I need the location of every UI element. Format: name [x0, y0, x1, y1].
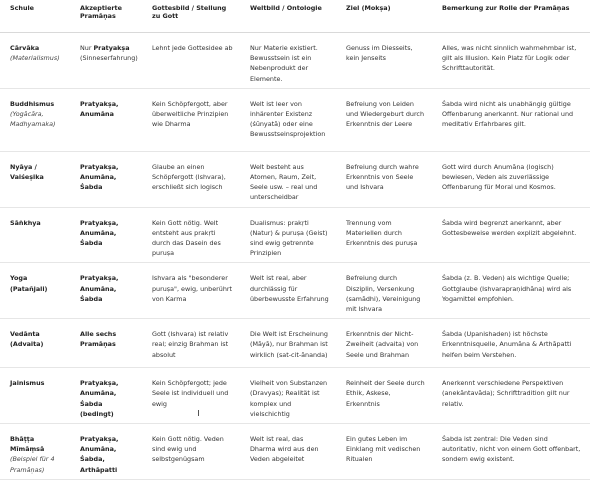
cell-goal [336, 88, 432, 151]
pramanas-list: Alle sechs Pramāṇas [80, 330, 117, 349]
cell-remark-text: Gott wird durch Anumāna (logisch) bewiesen, Veden als zuverlässige Offenbarung für Moral und Kosmos. [442, 162, 556, 192]
cell-god [142, 319, 240, 368]
cell-world-text: Nur Materie existiert. Bewusstsein ist ein Nebenprodukt der Elemente. [250, 44, 318, 83]
cell-god [142, 424, 240, 480]
cell-goal [336, 424, 432, 480]
cell-remark [432, 151, 590, 207]
table-row [0, 424, 590, 480]
cell-world-text: Dualismus: prakṛti (Natur) & puruṣa (Geist) sind ewig getrennte Prinzipien [250, 218, 328, 258]
cell-goal [336, 151, 432, 207]
table-body [0, 33, 590, 480]
cell-remark-text: Śabda wird begrenzt anerkannt, aber Gottesbeweise werden explizit abgelehnt. [442, 218, 577, 237]
cell-pramanas [70, 424, 142, 480]
table-header [0, 0, 590, 33]
cell-world-text: Vielheit von Substanzen (Dravyas); Realität ist komplex und vielschichtig [250, 379, 328, 418]
cell-remark-text: Śabda ist zentral: Die Veden sind autoritativ, nicht von einem Gott offenbart, sondern ewig existent. [442, 435, 581, 464]
cell-pramanas [70, 263, 142, 319]
header-goal: Ziel (Mokṣa) [336, 0, 432, 33]
cell-goal-text: Reinheit der Seele durch Ethik, Askese, Erkenntnis [346, 379, 425, 408]
table-row [0, 33, 590, 89]
cell-god [142, 88, 240, 151]
cell-school [0, 88, 70, 151]
school-name: Yoga (Patañjali) [10, 274, 48, 293]
cell-god-text: Kein Gott nötig. Veden sind ewig und selbstgenügsam [152, 435, 224, 464]
cell-goal-text: Erkenntnis der Nicht-Zweiheit (advaita) von Seele und Brahman [346, 330, 419, 359]
cell-remark [432, 368, 590, 424]
table-row [0, 263, 590, 319]
cell-goal [336, 207, 432, 263]
school-name: Jainismus [10, 379, 45, 388]
table-row [0, 88, 590, 151]
cell-god-text: Glaube an einen Schöpfergott (Ishvara), erschließt sich logisch [152, 162, 226, 192]
cell-world-text: Welt ist leer von inhärenter Existenz (śūnyatā) oder eine Bewusstseinsprojektion [250, 99, 326, 139]
cell-school [0, 424, 70, 480]
cell-remark-text: Anerkennt verschiedene Perspektiven (anekāntavāda); Schrifttradition gilt nur relativ. [442, 379, 570, 408]
cell-god [142, 368, 240, 424]
table-row [0, 368, 590, 424]
pramanas-list: Pratyakṣa, Anumāna, Śabda [80, 274, 119, 303]
cell-world [240, 263, 336, 319]
cell-remark-text: Śabda (z. B. Veden) als wichtige Quelle; Gottglaube (Ishvarapraṇidhāna) wird als Yogamittel empfohlen. [442, 274, 572, 303]
pramanas-list: Nur Pratyakṣa [80, 44, 130, 52]
cell-pramanas [70, 319, 142, 368]
school-name: Cārvāka [10, 44, 40, 52]
school-name: Bhāṭṭa Mīmāṃsā [10, 435, 45, 454]
cell-god [142, 207, 240, 263]
table-row [0, 319, 590, 368]
cell-pramanas [70, 88, 142, 151]
cell-remark [432, 263, 590, 319]
cell-goal-text: Genuss im Diesseits, kein Jenseits [346, 44, 413, 63]
pramanas-list: Pratyakṣa, Anumāna, Śabda, Arthāpatti [80, 435, 119, 474]
cell-school [0, 368, 70, 424]
cell-god [142, 33, 240, 89]
cell-remark-text: Alles, was nicht sinnlich wahrnehmbar ist, gilt als Illusion. Kein Platz für Logik oder Schrifttautorität. [442, 44, 577, 73]
cell-goal-text: Befreiung von Leiden und Wiedergeburt durch Erkenntnis der Leere [346, 99, 424, 129]
table-row [0, 207, 590, 263]
pramanas-list: Pratyakṣa, Anumāna, Śabda [80, 218, 119, 248]
header-row [0, 0, 590, 33]
pramanas-note: (Sinneserfahrung) [80, 54, 138, 63]
cell-remark [432, 319, 590, 368]
cell-world [240, 424, 336, 480]
cell-world-text: Welt besteht aus Atomen, Raum, Zeit, Seele usw. – real und unterscheidbar [250, 162, 318, 202]
school-name: Vedānta (Advaita) [10, 330, 44, 349]
pramanas-list: Pratyakṣa, Anumāna [80, 99, 119, 119]
cell-remark [432, 88, 590, 151]
cell-god [142, 151, 240, 207]
pramanas-list: Pratyakṣa, Anumāna, Śabda (bedingt) [80, 379, 119, 418]
cell-pramanas [70, 151, 142, 207]
cell-god-text: Kein Schöpfergott; jede Seele ist individuell und ewig [152, 379, 229, 408]
table-row [0, 151, 590, 207]
school-subtitle: (Materialismus) [10, 54, 60, 63]
pramana-emphasis: Pratyakṣa [93, 44, 130, 52]
text-cursor [198, 410, 199, 416]
cell-goal-text: Trennung vom Materiellen durch Erkenntnis des puruṣa [346, 218, 418, 248]
cell-goal-text: Befreiung durch wahre Erkenntnis von Seele und Ishvara [346, 162, 419, 192]
cell-god-text: Kein Schöpfergott, aber überweltliche Prinzipien wie Dharma [152, 99, 229, 129]
pramanas-list: Pratyakṣa, Anumāna, Śabda [80, 162, 119, 192]
cell-world [240, 207, 336, 263]
school-subtitle: (Beispiel für 4 Pramāṇas) [10, 455, 55, 474]
cell-remark [432, 207, 590, 263]
cell-god [142, 263, 240, 319]
cell-pramanas [70, 33, 142, 89]
cell-pramanas [70, 207, 142, 263]
cell-school [0, 263, 70, 319]
cell-god-text: Ishvara als "besonderer puruṣa", ewig, unberührt von Karma [152, 274, 233, 303]
cell-remark [432, 424, 590, 480]
school-name: Nyāya / Vaiśeṣika [10, 162, 44, 182]
cell-goal [336, 319, 432, 368]
cell-remark-text: Śabda (Upanishaden) ist höchste Erkenntnisquelle, Anumāna & Arthāpatti helfen beim Verstehen. [442, 330, 572, 359]
cell-remark-text: Śabda wird nicht als unabhängig gültige Offenbarung anerkannt. Nur rational und meditativ Erfahrbares gilt. [442, 99, 574, 129]
header-god: Gottesbild / Stellung zu Gott [142, 0, 240, 33]
cell-goal-text: Ein gutes Leben im Einklang mit vedischen Ritualen [346, 435, 421, 464]
cell-world-text: Die Welt ist Erscheinung (Māyā), nur Brahman ist wirklich (sat-cit-ānanda) [250, 330, 328, 359]
header-school: Schule [0, 0, 70, 33]
cell-world-text: Welt ist real, aber durchlässig für überbewusste Erfahrung [250, 274, 329, 303]
header-world: Weltbild / Ontologie [240, 0, 336, 33]
cell-goal [336, 33, 432, 89]
cell-world [240, 33, 336, 89]
cell-school [0, 319, 70, 368]
cell-goal-text: Befreiung durch Disziplin, Versenkung (samādhi), Vereinigung mit Ishvara [346, 274, 421, 314]
cell-god-text: Gott (Ishvara) ist relativ real; einzig Brahman ist absolut [152, 330, 229, 359]
cell-remark [432, 33, 590, 89]
cell-world [240, 88, 336, 151]
cell-god-text: Lehnt jede Gottesidee ab [152, 44, 233, 52]
cell-goal [336, 368, 432, 424]
header-remark: Bemerkung zur Rolle der Pramāṇas [432, 0, 590, 33]
header-pramanas: Akzeptierte Pramāṇas [70, 0, 142, 33]
cell-school [0, 33, 70, 89]
cell-school [0, 207, 70, 263]
school-name: Buddhismus [10, 99, 55, 108]
school-subtitle: (Yogācāra, Madhyamaka) [10, 110, 56, 129]
cell-world-text: Welt ist real, das Dharma wird aus den Veden abgeleitet [250, 435, 319, 464]
cell-goal [336, 263, 432, 319]
cell-world [240, 368, 336, 424]
cell-world [240, 151, 336, 207]
cell-god-text: Kein Gott nötig. Welt entsteht aus prakṛti durch das Dasein des puruṣa [152, 218, 221, 258]
school-name: Sāṅkhya [10, 218, 41, 227]
cell-school [0, 151, 70, 207]
cell-pramanas [70, 368, 142, 424]
cell-world [240, 319, 336, 368]
